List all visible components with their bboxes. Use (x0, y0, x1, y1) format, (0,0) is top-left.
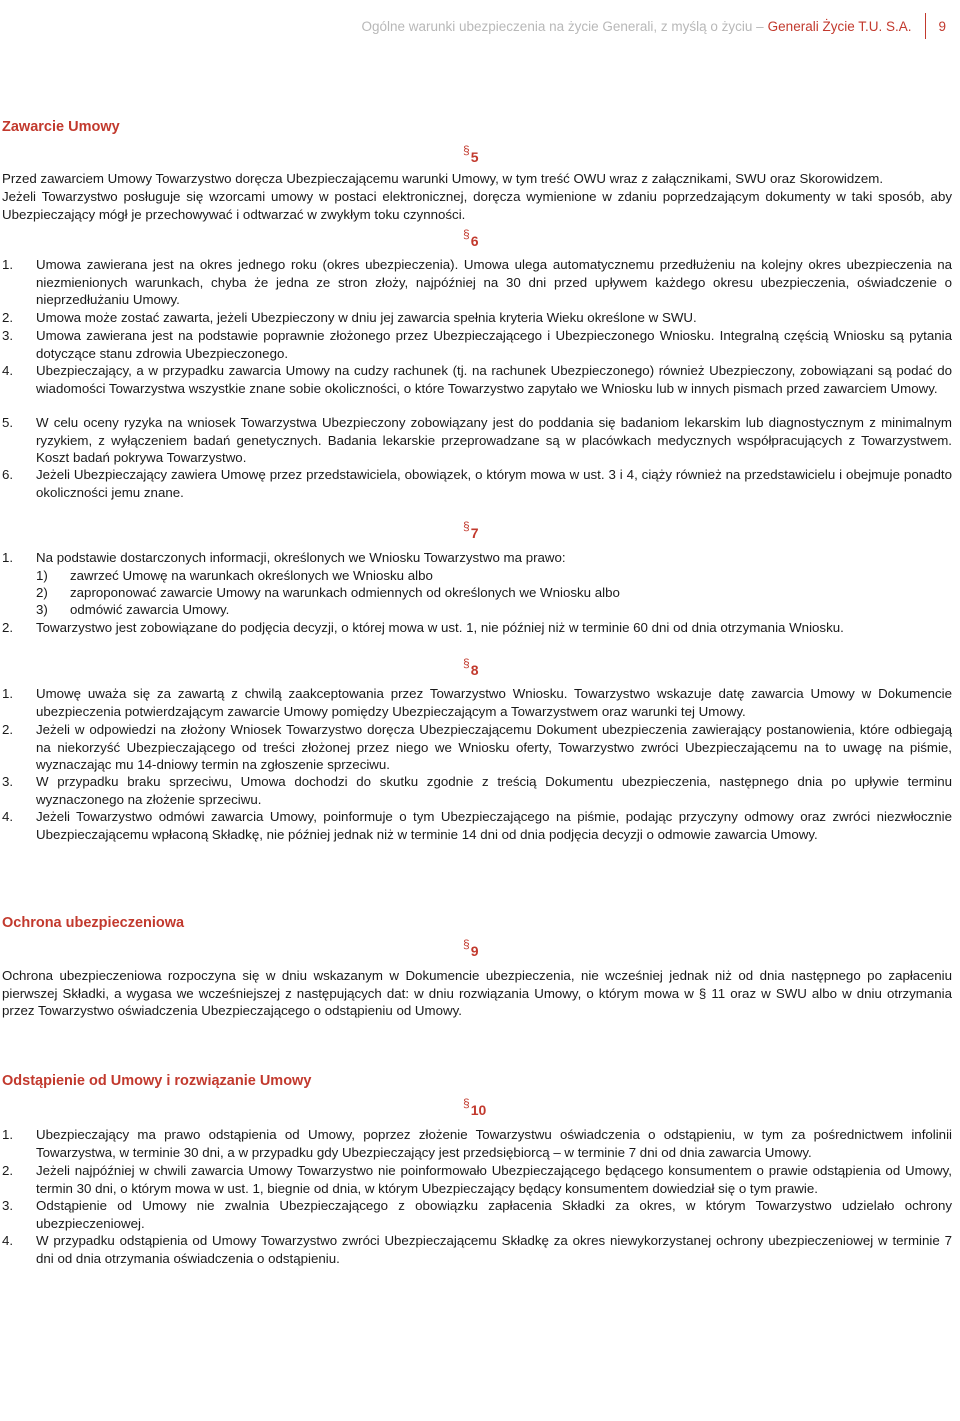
section-7-item-1: 1. Na podstawie dostarczonych informacji, określonych we Wniosku Towarzystwo ma prawo: (2, 550, 566, 565)
section-6-item-3: 3. Umowa zawierana jest na podstawie poprawnie złożonego przez Ubezpieczającego i Ubezpieczonego Wniosku. Integralną częścią Wniosku są pytania dotyczące stanu zdrowia Ubezpieczonego. (2, 328, 952, 361)
section-7-subitem-3: 3) odmówić zawarcia Umowy. (36, 602, 230, 617)
section-8-item-3: 3. W przypadku braku sprzeciwu, Umowa dochodzi do skutku zgodnie z treścią Dokumentu ubezpieczenia, następnego dnia po upływie terminu wyznaczonego na złożenie sprzeciwu. (2, 774, 952, 807)
section-10-item-2: 2. Jeżeli najpóźniej w chwili zawarcia Umowy Towarzystwo nie poinformowało Ubezpieczającego będącego konsumentem o prawie odstąpienia od Umowy, termin 30 dni, o którym mowa w ust. 1, biegnie od dnia, w którym Ubezpieczający będący konsumentem dowiedział się o tym prawie. (2, 1163, 952, 1196)
page-header (361, 14, 946, 38)
section-6-heading: §6 (463, 227, 479, 249)
section-5-heading: §5 (463, 143, 479, 165)
section-8-item-4: 4. Jeżeli Towarzystwo odmówi zawarcia Umowy, poinformuje o tym Ubezpieczającego na piśmie, podając przyczyny odmowy oraz zwróci niezwłocznie Ubezpieczającemu wpłaconą Składkę, nie później jednak niż w terminie 14 dni od dnia podjęcia decyzji o odmowie zawarcia Umowy. (2, 809, 952, 842)
company-name: Generali Życie T.U. S.A. (767, 18, 912, 34)
section-9-paragraph: Ochrona ubezpieczeniowa rozpoczyna się w dniu wskazanym w Dokumencie ubezpieczenia, nie wcześniej jednak niż od dnia następnego po zapłaceniu pierwszej Składki, a wygasa we wcześniejszej z następujących dat: w dniu rozwiązania Umowy, o którym mowa w § 11 oraz w SWU albo w dniu otrzymania przez Towarzystwo oświadczenia Ubezpieczającego o odstąpieniu od Umowy. (2, 968, 952, 1019)
document-title: Ogólne warunki ubezpieczenia na życie Generali, z myślą o życiu – (361, 18, 764, 34)
section-10-item-3: 3. Odstąpienie od Umowy nie zwalnia Ubezpieczającego z obowiązku zapłacenia Składki za okres, w którym Towarzystwo udzielało ochrony ubezpieczeniowej. (2, 1198, 952, 1231)
page-number: 9 (938, 18, 946, 34)
section-5-paragraph-1: Przed zawarciem Umowy Towarzystwo doręcza Ubezpieczającemu warunki Umowy, w tym treść OWU wraz z załącznikami, SWU oraz Skorowidzem. (2, 171, 884, 186)
section-7-item-2: 2. Towarzystwo jest zobowiązane do podjęcia decyzji, o której mowa w ust. 1, nie później niż w terminie 60 dni od dnia otrzymania Wniosku. (2, 620, 844, 635)
section-10-item-4: 4. W przypadku odstąpienia od Umowy Towarzystwo zwróci Ubezpieczającemu Składkę za okres niewykorzystanej ochrony ubezpieczeniowej w terminie 7 dni od dnia otrzymania oświadczenia o odstąpieniu. (2, 1233, 952, 1266)
section-6-item-6: 6. Jeżeli Ubezpieczający zawiera Umowę przez przedstawiciela, obowiązek, o którym mowa w ust. 3 i 4, ciąży również na przedstawicielu i obejmuje ponadto okoliczności jemu znane. (2, 467, 952, 500)
section-8-heading: §8 (463, 656, 479, 678)
heading-odstapienie: Odstąpienie od Umowy i rozwiązanie Umowy (2, 1073, 312, 1089)
section-10-item-1: 1. Ubezpieczający ma prawo odstąpienia od Umowy, poprzez złożenie Towarzystwu oświadczenia o odstąpieniu, w tym za pośrednictwem infolinii Towarzystwa, w terminie 30 dni, a w przypadku gdy Ubezpieczający jest przedsiębiorcą – w terminie 7 dni od dnia zawarcia Umowy. (2, 1127, 952, 1160)
section-7-heading: §7 (463, 519, 479, 541)
section-7-subitem-1: 1) zawrzeć Umowę na warunkach określonych we Wniosku albo (36, 568, 433, 583)
section-6-item-5: 5. W celu oceny ryzyka na wniosek Towarzystwa Ubezpieczony zobowiązany jest do poddania się badaniom lekarskim lub diagnostycznym z minimalnym ryzykiem, z wyłączeniem badań genetycznych. Badania lekarskie przeprowadzane są w placówkach medycznych współpracujących z Towarzystwem. Koszt badań pokrywa Towarzystwo. (2, 415, 952, 466)
section-6-item-4: 4. Ubezpieczający, a w przypadku zawarcia Umowy na cudzy rachunek (tj. na rachunek Ubezpieczonego) również Ubezpieczony, zobowiązani są podać do wiadomości Towarzystwa wszystkie znane sobie okoliczności, o które Towarzystwo zapytało we Wniosku lub w innych pismach przed zawarciem Umowy. (2, 363, 952, 396)
heading-ochrona-ubezpieczeniowa: Ochrona ubezpieczeniowa (2, 915, 185, 931)
section-6-item-1: 1. Umowa zawierana jest na okres jednego roku (okres ubezpieczenia). Umowa ulega automatycznemu przedłużeniu na kolejny okres ubezpieczenia na niezmienionych warunkach, chyba że jedna ze stron złoży, najpóźniej na 30 dni przed upływem każdego okresu ubezpieczenia, oświadczenie o nieprzedłużaniu Umowy. (2, 257, 952, 308)
section-10-heading: §10 (463, 1096, 487, 1118)
section-6-item-2: 2. Umowa może zostać zawarta, jeżeli Ubezpieczony w dniu jej zawarcia spełnia kryteria Wieku określone w SWU. (2, 310, 697, 325)
section-9-heading: §9 (463, 937, 479, 959)
section-8-item-1: 1. Umowę uważa się za zawartą z chwilą zaakceptowania przez Towarzystwo Wniosku. Towarzystwo wskazuje datę zawarcia Umowy w Dokumencie ubezpieczenia potwierdzającym zawarcie Umowy pomiędzy Ubezpieczającym a Towarzystwem oraz warunki tej Umowy. (2, 686, 952, 719)
section-sign: § (463, 143, 470, 157)
section-8-item-2: 2. Jeżeli w odpowiedzi na złożony Wniosek Towarzystwo doręcza Ubezpieczającemu Dokument ubezpieczenia zawierający postanowienia, które odbiegają na niekorzyść Ubezpieczającego od treści złożonej przez niego we Wniosku oferty, Towarzystwo zwróci Ubezpieczającemu na to uwagę na piśmie, wyznaczając mu 14-dniowy termin na zgłoszenie sprzeciwu. (2, 722, 952, 773)
section-5-paragraph-2: Jeżeli Towarzystwo posługuje się wzorcami umowy w postaci elektronicznej, doręcza wymienione w zdaniu poprzedzającym dokumenty w taki sposób, aby Ubezpieczający mógł je przechowywać i odtwarzać w zwykłym toku czynności. (2, 189, 952, 222)
heading-zawarcie-umowy: Zawarcie Umowy (2, 119, 120, 135)
header-divider (925, 13, 926, 39)
section-7-subitem-2: 2) zaproponować zawarcie Umowy na warunkach odmiennych od określonych we Wniosku albo (36, 585, 620, 600)
